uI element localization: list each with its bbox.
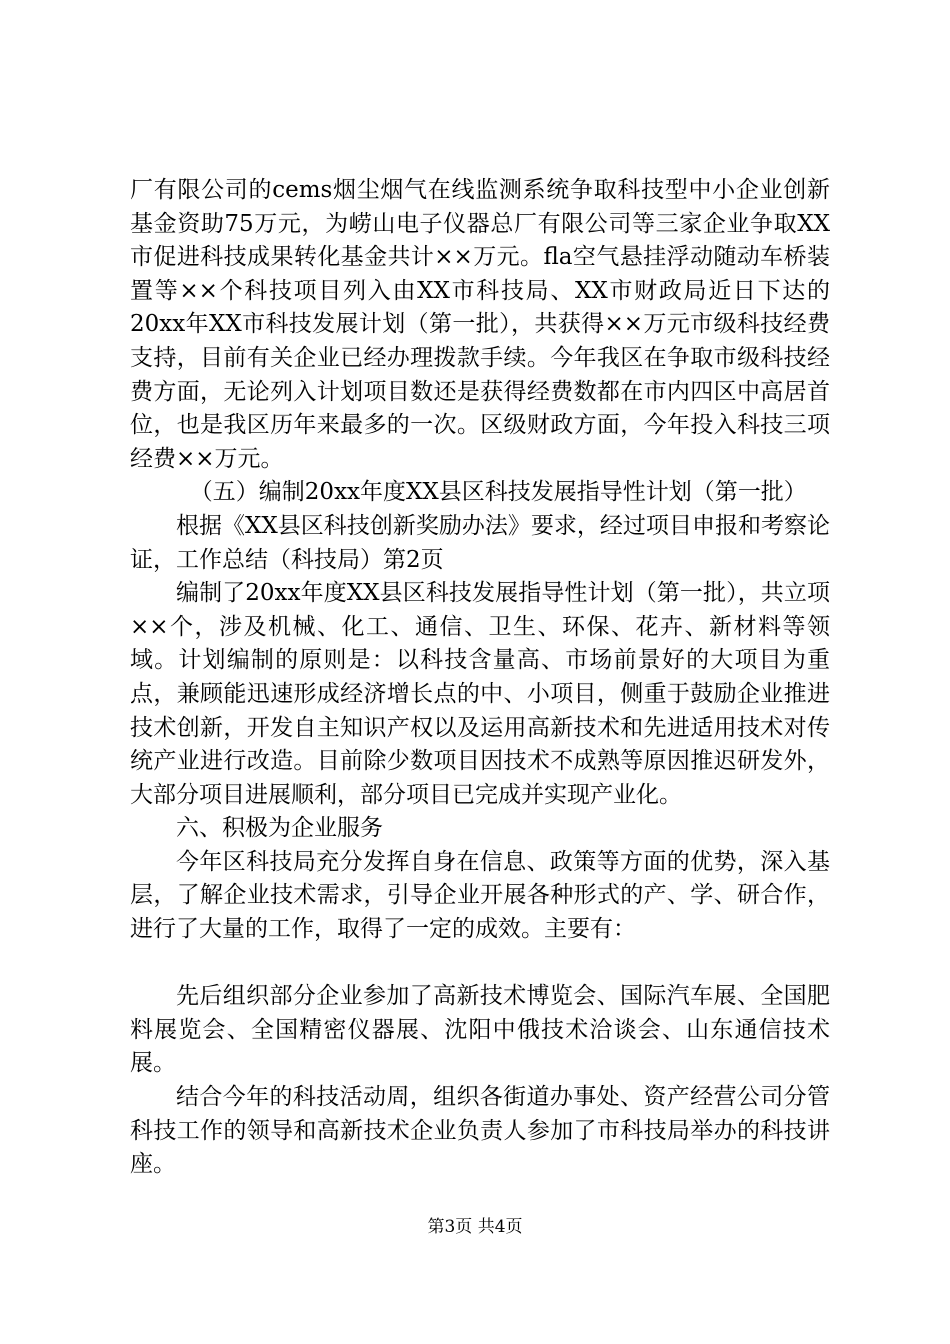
paragraph-enterprise-service: 今年区科技局充分发挥自身在信息、政策等方面的优势，深入基层，了解企业技术需求，引导企业开展各种形式的产、学、研合作，进行了大量的工作，取得了一定的成效。主要有： bbox=[130, 848, 830, 943]
paragraph-tech-week: 结合今年的科技活动周，组织各街道办事处、资产经营公司分管科技工作的领导和高新技术企业负责人参加了市科技局举办的科技讲座。 bbox=[130, 1084, 830, 1178]
paragraph-funding: 厂有限公司的cems烟尘烟气在线监测系统争取科技型中小企业创新基金资助75万元，为崂山电子仪器总厂有限公司等三家企业争取XX市促进科技成果转化基金共计××万元。fla空气悬挂浮动随动车桥装置等××个科技项目列入由XX市科技局、XX市财政局近日下达的20xx年XX市科技发展计划（第一批），共获得××万元市级科技经费支持，目前有关企业已经办理拨款手续。今年我区在争取市级科技经费方面，无论列入计划项目数还是获得经费数都在市内四区中高居首位，也是我区历年来最多的一次。区级财政方面，今年投入科技三项经费××万元。 bbox=[130, 177, 830, 472]
paragraph-guidance-plan: 编制了20xx年度XX县区科技发展指导性计划（第一批），共立项××个，涉及机械、化工、通信、卫生、环保、花卉、新材料等领域。计划编制的原则是：以科技含量高、市场前景好的大项目为重点，兼顾能迅速形成经济增长点的中、小项目，侧重于鼓励企业推进技术创新，开发自主知识产权以及运用高新技术和先进适用技术对传统产业进行改造。目前除少数项目因技术不成熟等原因推迟研发外，大部分项目进展顺利，部分项目已完成并实现产业化。 bbox=[130, 580, 830, 808]
section-heading-5: （五）编制20xx年度XX县区科技发展指导性计划（第一批） bbox=[189, 479, 807, 506]
paragraph-guidance-intro: 根据《XX县区科技创新奖励办法》要求，经过项目申报和考察论证，工作总结（科技局）第2页 bbox=[130, 512, 830, 573]
page-footer: 第3页 共4页 bbox=[427, 1217, 523, 1237]
section-heading-6: 六、积极为企业服务 bbox=[176, 815, 383, 842]
document-body bbox=[130, 174, 830, 1182]
paragraph-spacer bbox=[130, 947, 830, 981]
paragraph-exhibitions: 先后组织部分企业参加了高新技术博览会、国际汽车展、全国肥料展览会、全国精密仪器展、沈阳中俄技术洽谈会、山东通信技术展。 bbox=[130, 983, 830, 1077]
